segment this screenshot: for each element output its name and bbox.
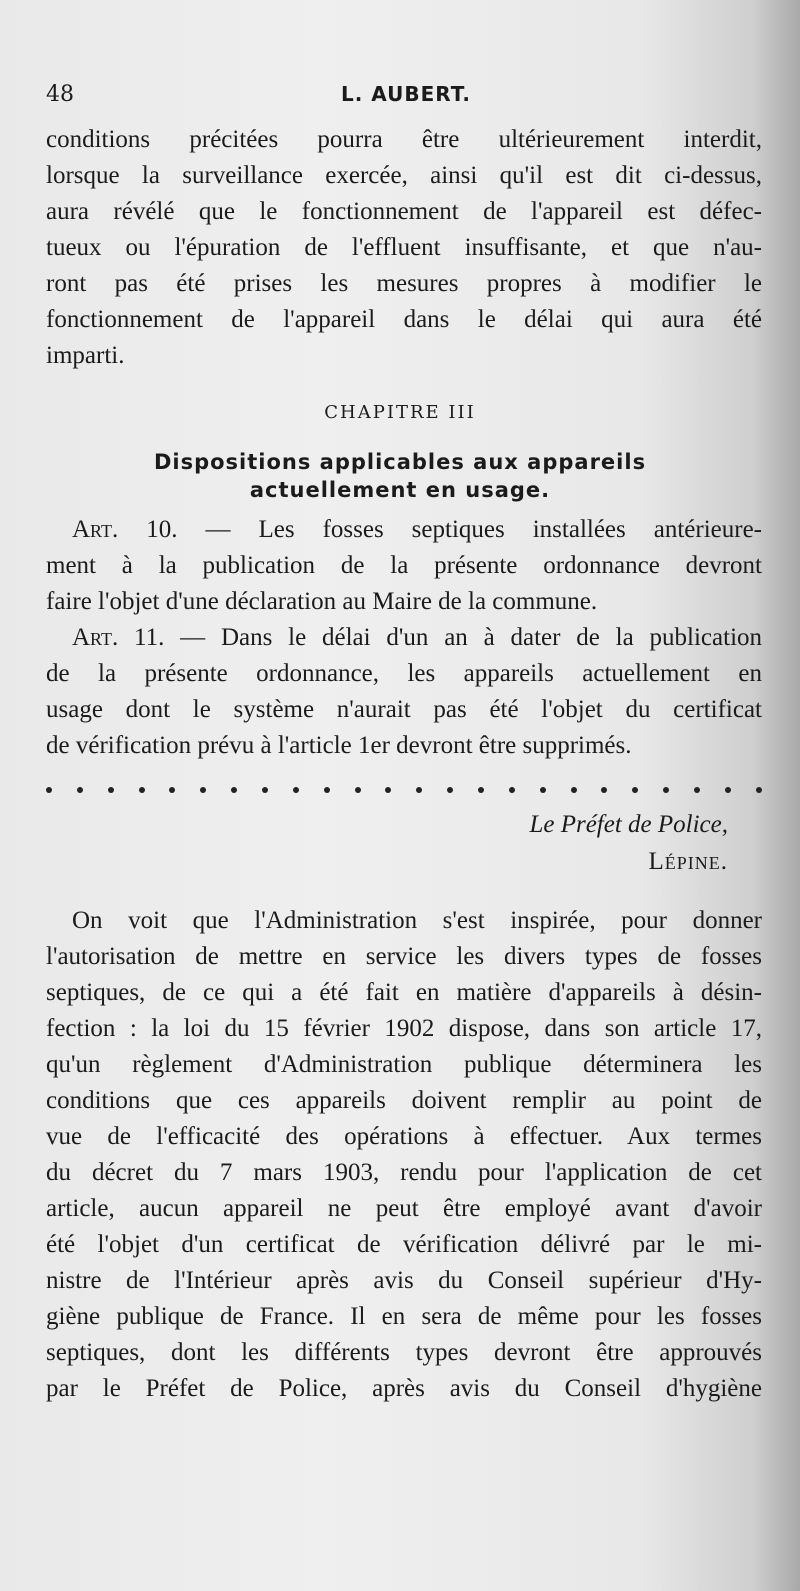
- article-text: — Dans le délai d'un an à dater de la publication: [180, 624, 763, 651]
- text-line: ront pas été prises les mesures propres à modifier le: [46, 270, 762, 297]
- text-line: de la présente ordonnance, les appareils actuellement en: [46, 660, 762, 687]
- dot: [324, 787, 330, 793]
- dot: [200, 787, 206, 793]
- text-line: fonctionnement de l'appareil dans le délai qui aura été: [46, 306, 762, 333]
- text-line: lorsque la surveillance exercée, ainsi qu'il est dit ci-dessus,: [46, 162, 762, 189]
- text-line: conditions que ces appareils doivent remplir au point de: [46, 1087, 762, 1114]
- text-line: tueux ou l'épuration de l'effluent insuffisante, et que n'au-: [46, 234, 762, 261]
- article-label: Art. 10.: [72, 516, 178, 543]
- dot: [694, 787, 700, 793]
- article-label: Art. 11.: [72, 624, 165, 651]
- text-line: nistre de l'Intérieur après avis du Conseil supérieur d'Hy-: [46, 1267, 762, 1294]
- page-number: 48: [46, 82, 74, 107]
- dot: [478, 787, 484, 793]
- text-line: aura révélé que le fonctionnement de l'appareil est défec-: [46, 198, 762, 225]
- dot: [169, 787, 175, 793]
- article-text: — Les fosses septiques installées antérieure-: [205, 516, 763, 543]
- text-line: septiques, dont les différents types devront être approuvés: [46, 1339, 762, 1366]
- dot: [231, 787, 237, 793]
- paragraph-2: [46, 903, 762, 1407]
- dot: [509, 787, 515, 793]
- text-line: fection : la loi du 15 février 1902 dispose, dans son article 17,: [46, 1015, 762, 1042]
- text-line: de vérification prévu à l'article 1er devront être supprimés.: [46, 732, 632, 759]
- page-header: [46, 82, 766, 118]
- dot: [77, 787, 83, 793]
- dot: [46, 787, 52, 793]
- dot: [355, 787, 361, 793]
- text-line: usage dont le système n'aurait pas été l'objet du certificat: [46, 696, 762, 723]
- ellipsis-separator: [46, 775, 762, 805]
- text-line: du décret du 7 mars 1903, rendu pour l'application de cet: [46, 1159, 762, 1186]
- text-line: vue de l'efficacité des opérations à effectuer. Aux termes: [46, 1123, 762, 1150]
- article-10: [46, 512, 762, 620]
- dot: [108, 787, 114, 793]
- text-line: septiques, de ce qui a été fait en matière d'appareils à désin-: [46, 979, 762, 1006]
- chapter-title-line-2: actuellement en usage.: [249, 478, 551, 502]
- text-line: l'autorisation de mettre en service les divers types de fosses: [46, 943, 762, 970]
- text-line: On voit que l'Administration s'est inspirée, pour donner: [72, 907, 762, 934]
- dot: [293, 787, 299, 793]
- dot: [385, 787, 391, 793]
- paragraph-1: [46, 122, 762, 374]
- dot: [663, 787, 669, 793]
- text-line: qu'un règlement d'Administration publique déterminera les: [46, 1051, 762, 1078]
- dot: [571, 787, 577, 793]
- dot: [540, 787, 546, 793]
- chapter-title-line-1: Dispositions applicables aux appareils: [153, 450, 647, 474]
- dot: [416, 787, 422, 793]
- dot: [725, 787, 731, 793]
- text-line: par le Préfet de Police, après avis du Conseil d'hygiène: [46, 1375, 762, 1402]
- signature-title: Le Préfet de Police,: [529, 811, 728, 838]
- text-line: [46, 620, 762, 656]
- dot: [139, 787, 145, 793]
- article-11: [46, 620, 762, 764]
- text-line: imparti.: [46, 342, 125, 369]
- signature-name: Lépine.: [648, 848, 728, 875]
- text-line: giène publique de France. Il en sera de même pour les fosses: [46, 1303, 762, 1330]
- dot: [632, 787, 638, 793]
- running-head: L. AUBERT.: [340, 82, 472, 106]
- text-line: conditions précitées pourra être ultérieurement interdit,: [46, 126, 762, 153]
- text-line: ment à la publication de la présente ordonnance devront: [46, 552, 762, 579]
- text-line: été l'objet d'un certificat de vérification délivré par le mi-: [46, 1231, 762, 1258]
- text-line: [46, 512, 762, 548]
- dot: [447, 787, 453, 793]
- dot: [756, 787, 762, 793]
- chapter-label: CHAPITRE III: [324, 402, 476, 423]
- dot: [262, 787, 268, 793]
- text-line: faire l'objet d'une déclaration au Maire de la commune.: [46, 588, 598, 615]
- dot: [601, 787, 607, 793]
- text-line: article, aucun appareil ne peut être employé avant d'avoir: [46, 1195, 762, 1222]
